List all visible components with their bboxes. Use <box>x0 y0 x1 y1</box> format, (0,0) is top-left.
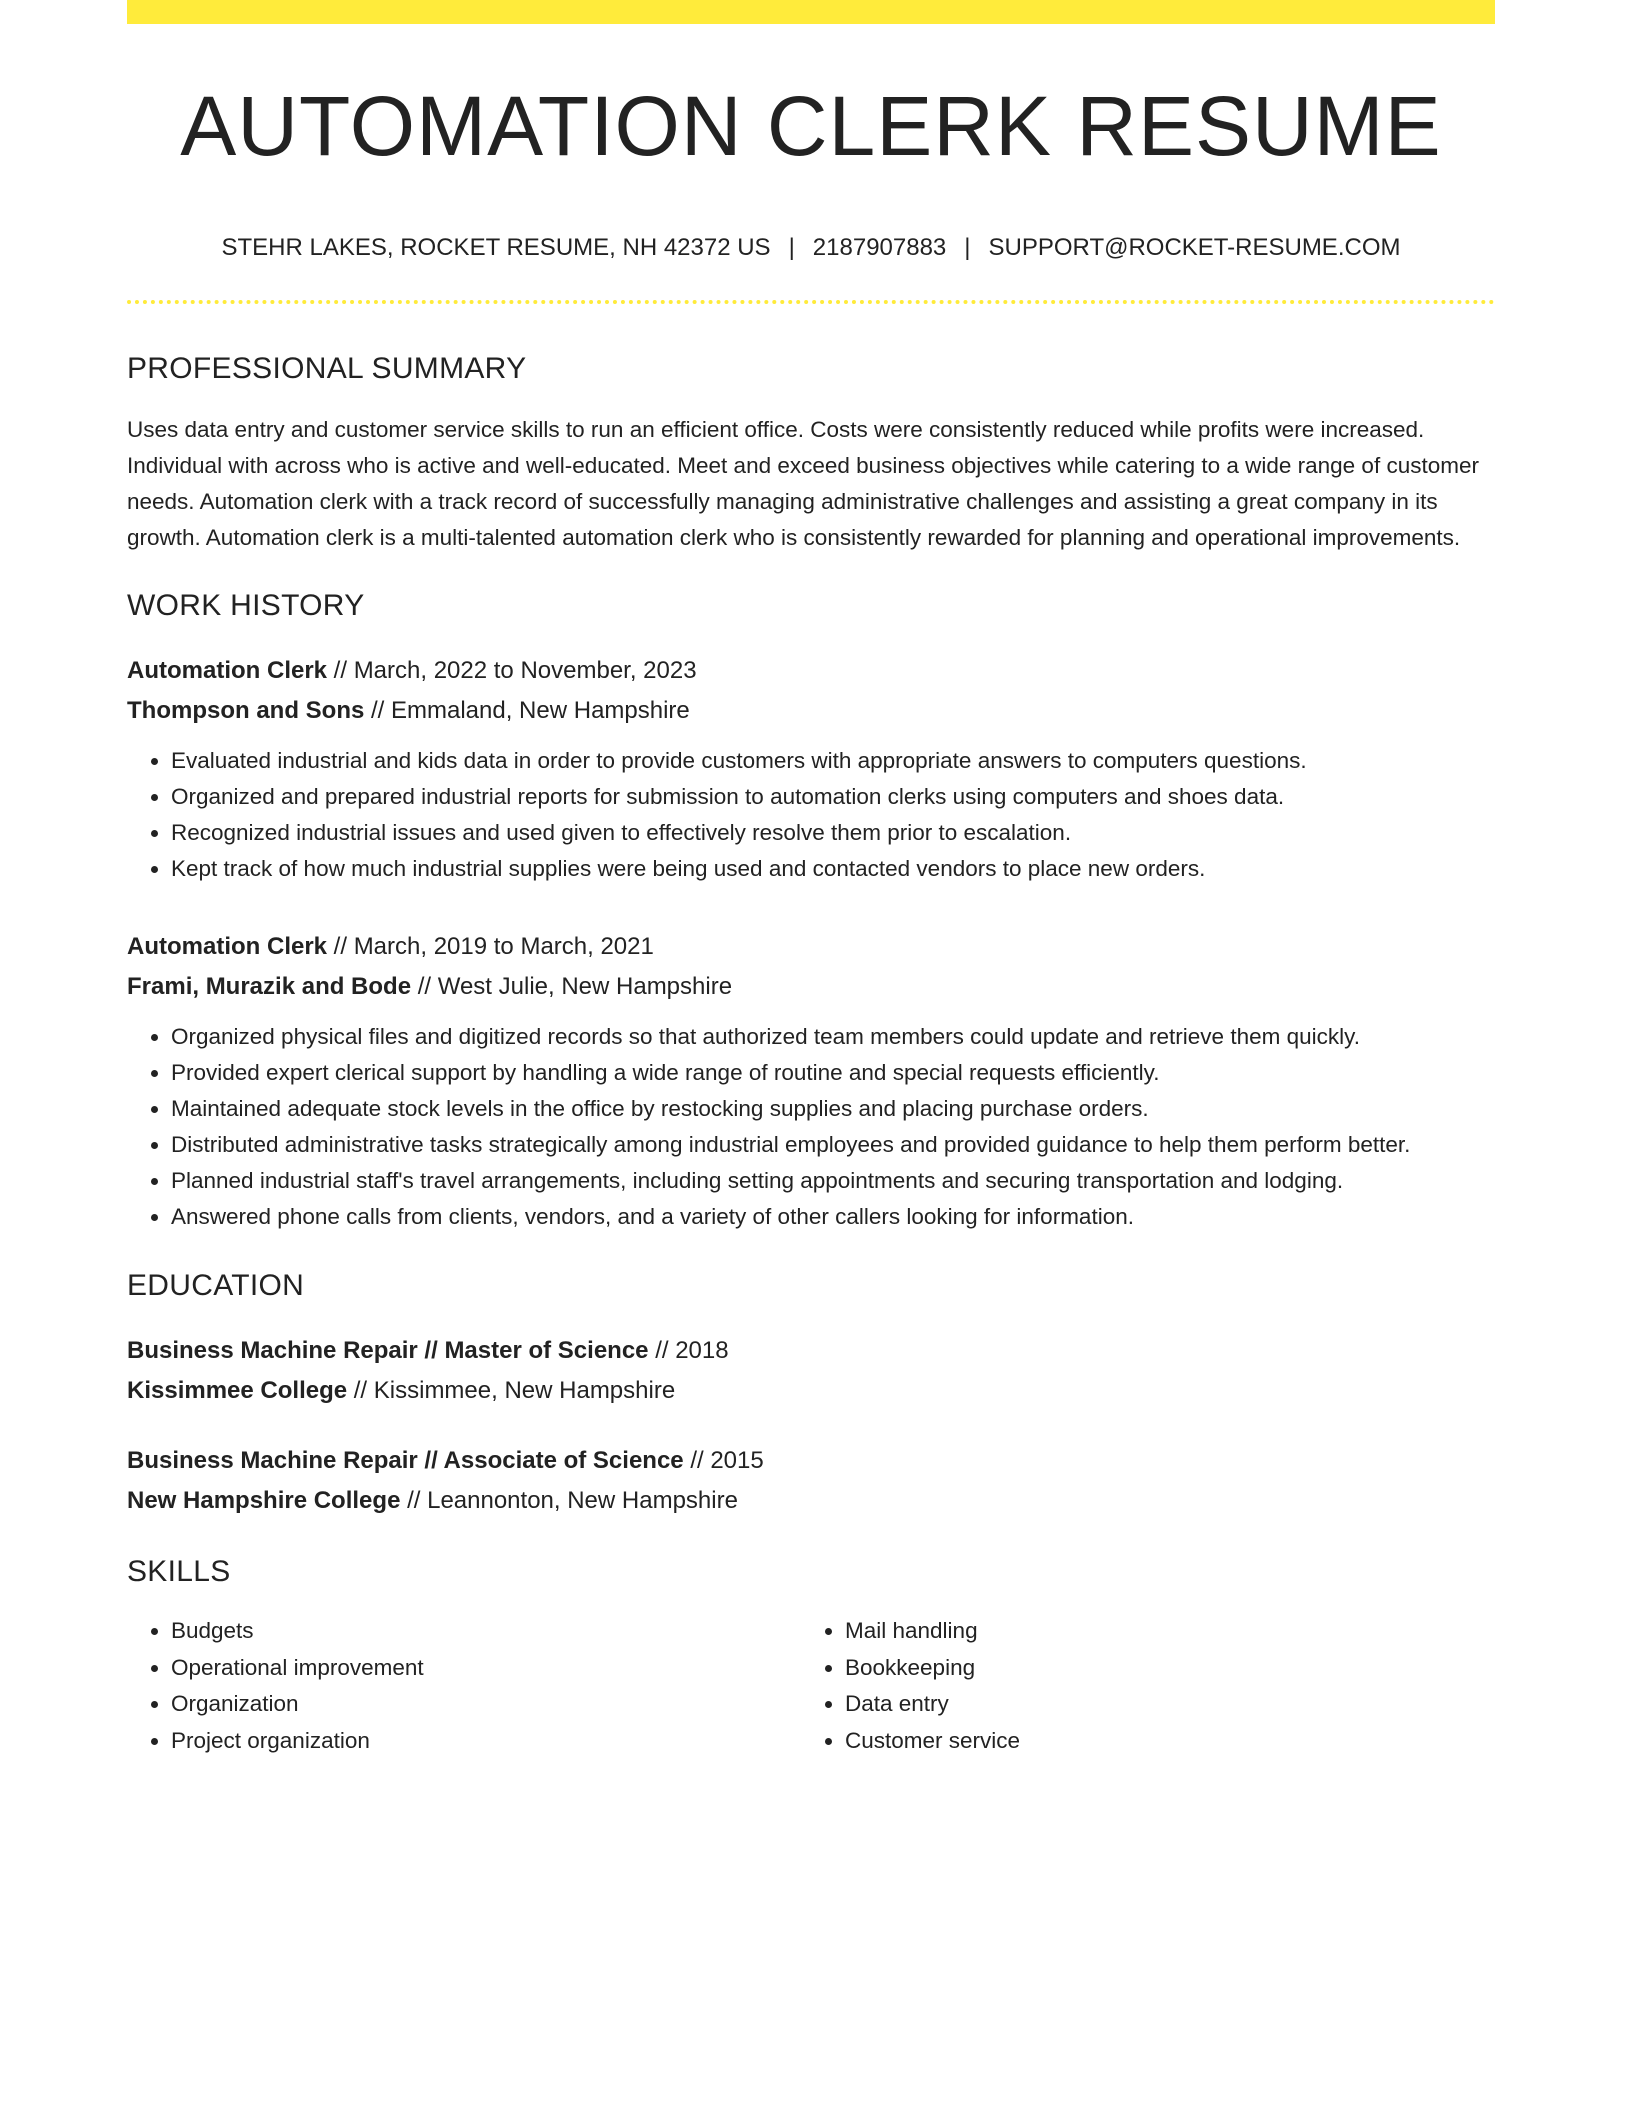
job-dates: // March, 2022 to November, 2023 <box>327 657 697 684</box>
resume-page <box>127 0 1495 1759</box>
job-location: // Emmaland, New Hampshire <box>364 697 690 724</box>
contact-phone: 2187907883 <box>812 234 947 261</box>
contact-separator: | <box>964 234 971 261</box>
job-bullets <box>127 1019 1495 1235</box>
skill-item: • Customer service <box>845 1723 1475 1760</box>
education-degree: Business Machine Repair // Associate of Science <box>127 1447 684 1474</box>
job-title-line <box>127 651 1495 691</box>
job-dates: // March, 2019 to March, 2021 <box>327 933 654 960</box>
education-location: // Leannonton, New Hampshire <box>400 1487 738 1514</box>
contact-separator: | <box>788 234 795 261</box>
job-bullet: • Provided expert clerical support by handling a wide range of routine and special requests efficiently. <box>171 1055 1495 1091</box>
education-year: // 2018 <box>648 1337 729 1364</box>
skills-heading: SKILLS <box>127 1555 231 1588</box>
skill-item: • Data entry <box>845 1686 1475 1723</box>
education-year: // 2015 <box>683 1447 764 1474</box>
summary-text: Uses data entry and customer service skills to run an efficient office. Costs were consistently reduced while profits were increased. Individual with across who is active and well-educated. Meet and exceed business objectives while catering to a wide range of customer needs. Automation clerk with a track record of successfully managing administrative challenges and assisting a great company in its growth. Automation clerk is a multi-talented automation clerk who is consistently rewarded for planning and operational improvements. <box>127 417 1479 550</box>
education-school: New Hampshire College <box>127 1487 401 1514</box>
skill-item: • Budgets <box>171 1613 801 1650</box>
job-company-line <box>127 967 1495 1007</box>
job-bullet: • Kept track of how much industrial supplies were being used and contacted vendors to place new orders. <box>171 851 1495 887</box>
job-bullet: • Organized physical files and digitized records so that authorized team members could update and retrieve them quickly. <box>171 1019 1495 1055</box>
job-bullet: • Recognized industrial issues and used given to effectively resolve them prior to escalation. <box>171 815 1495 851</box>
contact-address: STEHR LAKES, ROCKET RESUME, NH 42372 US <box>221 234 771 261</box>
skill-item: • Operational improvement <box>171 1650 801 1687</box>
education-entry <box>127 1331 1495 1411</box>
skill-item: • Organization <box>171 1686 801 1723</box>
work-history-heading: WORK HISTORY <box>127 589 365 622</box>
job-company-line <box>127 691 1495 731</box>
education-school-line <box>127 1371 1495 1411</box>
job-bullet: • Evaluated industrial and kids data in order to provide customers with appropriate answers to computers questions. <box>171 743 1495 779</box>
resume-title: AUTOMATION CLERK RESUME <box>180 79 1442 173</box>
skills-column-right <box>801 1613 1475 1759</box>
job-bullet: • Organized and prepared industrial reports for submission to automation clerks using computers and shoes data. <box>171 779 1495 815</box>
job-location: // West Julie, New Hampshire <box>411 973 733 1000</box>
education-degree-line <box>127 1331 1495 1371</box>
job-title: Automation Clerk <box>127 657 328 684</box>
skill-item: • Mail handling <box>845 1613 1475 1650</box>
job-bullet: • Planned industrial staff's travel arrangements, including setting appointments and securing transportation and lodging. <box>171 1163 1495 1199</box>
skills-column-left <box>127 1613 801 1759</box>
skill-item: • Bookkeeping <box>845 1650 1475 1687</box>
education-degree: Business Machine Repair // Master of Science <box>127 1337 649 1364</box>
education-school: Kissimmee College <box>127 1377 348 1404</box>
top-accent-bar <box>127 0 1495 24</box>
job-company: Thompson and Sons <box>127 697 365 724</box>
education-school-line <box>127 1481 1495 1521</box>
job-bullet: • Maintained adequate stock levels in the office by restocking supplies and placing purchase orders. <box>171 1091 1495 1127</box>
job-entry <box>127 927 1495 1235</box>
job-title: Automation Clerk <box>127 933 328 960</box>
skills-list <box>127 1613 1495 1759</box>
contact-email[interactable]: SUPPORT@ROCKET-RESUME.COM <box>988 234 1401 261</box>
contact-line <box>127 236 1495 260</box>
job-title-line <box>127 927 1495 967</box>
job-bullet: • Answered phone calls from clients, vendors, and a variety of other callers looking for information. <box>171 1199 1495 1235</box>
job-bullet: • Distributed administrative tasks strategically among industrial employees and provided guidance to help them perform better. <box>171 1127 1495 1163</box>
dotted-divider <box>127 300 1495 304</box>
job-entry <box>127 651 1495 887</box>
education-degree-line <box>127 1441 1495 1481</box>
education-heading: EDUCATION <box>127 1269 305 1302</box>
education-location: // Kissimmee, New Hampshire <box>347 1377 676 1404</box>
skill-item: • Project organization <box>171 1723 801 1760</box>
job-bullets <box>127 743 1495 887</box>
education-entry <box>127 1441 1495 1521</box>
job-company: Frami, Murazik and Bode <box>127 973 412 1000</box>
summary-heading: PROFESSIONAL SUMMARY <box>127 352 527 385</box>
